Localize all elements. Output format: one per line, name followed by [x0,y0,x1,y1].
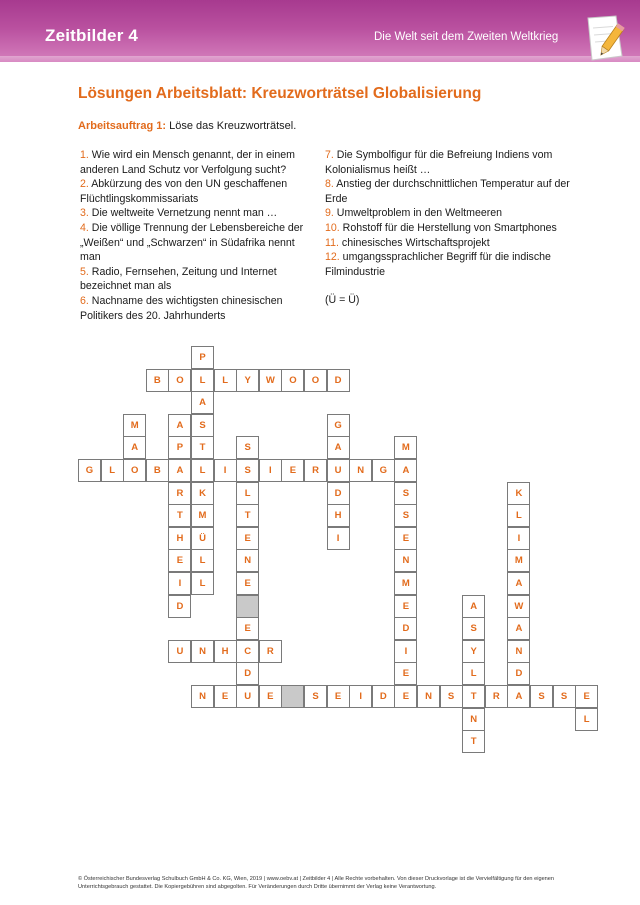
crossword-cell[interactable]: R [485,685,508,708]
crossword-cell[interactable]: T [191,436,214,459]
crossword-cell[interactable]: S [440,685,463,708]
crossword-cell[interactable]: W [507,595,530,618]
brand-title: Zeitbilder 4 [45,26,139,45]
crossword-cell[interactable]: L [236,482,259,505]
clue-number: 1. [80,149,89,161]
crossword-cell[interactable]: U [236,685,259,708]
clue-text: Abkürzung des von den UN geschaffenen Flüchtlingskommissariats [80,178,288,205]
crossword-cell[interactable]: G [327,414,350,437]
crossword-cell[interactable]: E [214,685,237,708]
crossword-cell[interactable]: E [575,685,598,708]
crossword-cell[interactable]: E [259,685,282,708]
clue-number: 9. [325,207,334,220]
crossword-cell[interactable]: E [394,527,417,550]
crossword-cell[interactable]: K [191,482,214,505]
crossword-cell[interactable]: L [575,708,598,731]
clue-number: 5. [80,265,89,278]
crossword-cell[interactable]: M [123,414,146,437]
crossword-cell[interactable]: S [462,617,485,640]
clue-text: Die weltweite Vernetzung nennt man … [88,207,278,220]
crossword-cell[interactable]: A [123,436,146,459]
crossword-cell[interactable]: N [417,685,440,708]
page-title: Lösungen Arbeitsblatt: Kreuzworträtsel Globalisierung [78,85,482,102]
crossword-cell[interactable]: D [327,482,350,505]
crossword-cell[interactable]: S [394,482,417,505]
crossword-cell[interactable]: I [259,459,282,482]
crossword-cell[interactable]: A [507,617,530,640]
clue-number: 10. [325,221,340,234]
crossword-cell[interactable]: E [281,459,304,482]
clue-text: Nachname des wichtigsten chinesischen Politikers des 20. Jahrhunderts [80,294,283,322]
crossword-cell[interactable]: I [507,527,530,550]
task-text: Löse das Kreuzworträtsel. [169,120,297,132]
clue-text: chinesisches Wirtschaftsprojekt [338,236,490,249]
crossword-cell[interactable]: O [123,459,146,482]
crossword-cell[interactable]: S [553,685,576,708]
crossword-cell[interactable]: N [394,549,417,572]
crossword-cell[interactable]: I [168,572,191,595]
crossword-cell[interactable]: D [236,662,259,685]
crossword-cell[interactable]: R [259,640,282,663]
crossword-cell[interactable]: H [214,640,237,663]
crossword-cell[interactable]: R [168,482,191,505]
crossword-cell[interactable]: K [507,482,530,505]
crossword-cell[interactable]: R [304,459,327,482]
crossword-cell[interactable]: A [168,414,191,437]
crossword-cell[interactable]: A [462,595,485,618]
crossword-cell[interactable]: I [214,459,237,482]
crossword-cell[interactable]: D [168,595,191,618]
copyright-footer: © Österreichischer Bundesverlag Schulbuch GmbH & Co. KG, Wien, 2019 | www.oebv.at | Zeitbilder 4 | Alle Rechte vorbehalten. Von dieser Druckvorlage ist die Vervielfältigung für den eigenen Unterrichtsgebrauch gestattet. Die Kopiergebühren sind abgegolten. Für Veränderungen durch Dritte übernimmt der Verlag keine Verantwortung. [78,876,555,890]
crossword-cell[interactable]: I [349,685,372,708]
crossword-cell[interactable]: D [507,662,530,685]
crossword-cell[interactable]: S [236,436,259,459]
crossword-cell[interactable]: L [214,369,237,392]
crossword-cell[interactable]: A [191,391,214,414]
clue-number: 8. [325,178,334,191]
crossword-cell[interactable]: E [236,617,259,640]
crossword-cell[interactable]: I [394,640,417,663]
clue-text: Rohstoff für die Herstellung von Smartphones [339,221,557,234]
crossword-cell[interactable]: P [168,436,191,459]
crossword-cell[interactable]: T [236,504,259,527]
clue-number: 11. [325,236,339,249]
clue-text: Die Symbolfigur für die Befreiung Indiens vom Kolonialismus heißt … [325,149,553,176]
crossword-cell[interactable]: I [327,527,350,550]
crossword-cell[interactable]: D [327,369,350,392]
crossword-cell[interactable]: S [394,504,417,527]
crossword-cell[interactable]: D [372,685,395,708]
crossword-cell[interactable]: C [236,640,259,663]
crossword-cell[interactable]: A [507,685,530,708]
crossword-cell[interactable]: Y [462,640,485,663]
clue-number: 4. [80,221,89,234]
crossword-cell[interactable]: S [236,459,259,482]
clue-number: 7. [325,149,334,161]
crossword-blank-cell[interactable] [281,685,304,708]
crossword-cell[interactable]: E [168,549,191,572]
clue-text: Wie wird ein Mensch genannt, der in einem anderen Land Schutz vor Verfolgung sucht? [80,149,295,176]
crossword-cell[interactable]: L [191,572,214,595]
crossword-cell[interactable]: T [462,685,485,708]
crossword-cell[interactable]: L [101,459,124,482]
crossword-cell[interactable]: L [191,369,214,392]
crossword-cell[interactable]: M [507,549,530,572]
clue-text: Umweltproblem in den Weltmeeren [333,207,503,220]
crossword-cell[interactable]: T [168,504,191,527]
clue-number: 2. [80,178,89,191]
crossword-cell[interactable]: E [394,685,417,708]
crossword-cell[interactable]: U [327,459,350,482]
clue-text: Radio, Fernsehen, Zeitung und Internet bezeichnet man als [80,265,277,293]
crossword-cell[interactable]: P [191,346,214,369]
task-label: Arbeitsauftrag 1: [78,120,167,132]
crossword-cell[interactable]: S [530,685,553,708]
crossword-cell[interactable]: O [168,369,191,392]
clue-text: umgangssprachlicher Begriff für die indische Filmindustrie [325,251,551,278]
crossword-cell[interactable]: S [304,685,327,708]
crossword-cell[interactable]: N [349,459,372,482]
crossword-cell[interactable]: Y [236,369,259,392]
crossword-cell[interactable]: O [304,369,327,392]
crossword-cell[interactable]: N [191,685,214,708]
crossword-cell[interactable]: A [394,459,417,482]
crossword-cell[interactable]: G [372,459,395,482]
crossword-blank-cell[interactable] [236,595,259,618]
crossword-cell[interactable]: E [394,595,417,618]
crossword-cell[interactable]: L [462,662,485,685]
clue-text: Die völlige Trennung der Lebensbereiche der „Weißen“ und „Schwarzen“ in Südafrika nennt man [80,221,304,264]
crossword-cell[interactable]: H [168,527,191,550]
crossword-cell[interactable]: T [462,730,485,753]
crossword-cell[interactable]: W [259,369,282,392]
crossword-cell[interactable]: N [191,640,214,663]
umlaut-note: (Ü = Ü) [325,294,360,307]
crossword-cell[interactable]: Ü [191,527,214,550]
crossword-cell[interactable]: E [327,685,350,708]
crossword-cell[interactable]: M [191,504,214,527]
crossword-cell[interactable]: N [507,640,530,663]
crossword-cell[interactable]: H [327,504,350,527]
crossword-cell[interactable]: L [507,504,530,527]
crossword-cell[interactable]: A [327,436,350,459]
clue-number: 12. [325,251,340,264]
crossword-cell[interactable]: U [168,640,191,663]
crossword-cell[interactable]: N [462,708,485,731]
crossword-cell[interactable]: N [236,549,259,572]
crossword-cell[interactable]: D [394,617,417,640]
crossword-cell[interactable]: L [191,549,214,572]
crossword-cell[interactable]: G [78,459,101,482]
crossword-cell[interactable]: A [507,572,530,595]
crossword-cell[interactable]: S [191,414,214,437]
crossword-cell[interactable]: O [281,369,304,392]
crossword-cell[interactable]: E [236,572,259,595]
crossword-cell[interactable]: B [146,369,169,392]
clue-text: Anstieg der durchschnittlichen Temperatur auf der Erde [325,178,570,205]
crossword-cell[interactable]: E [394,662,417,685]
crossword-cell[interactable]: E [236,527,259,550]
crossword-cell[interactable]: M [394,572,417,595]
series-title: Die Welt seit dem Zweiten Weltkrieg [374,31,559,43]
crossword-cell[interactable]: M [394,436,417,459]
clue-number: 3. [80,207,89,220]
crossword-cell[interactable]: B [146,459,169,482]
clue-number: 6. [80,294,89,307]
crossword-cell[interactable]: L [191,459,214,482]
crossword-cell[interactable]: A [168,459,191,482]
